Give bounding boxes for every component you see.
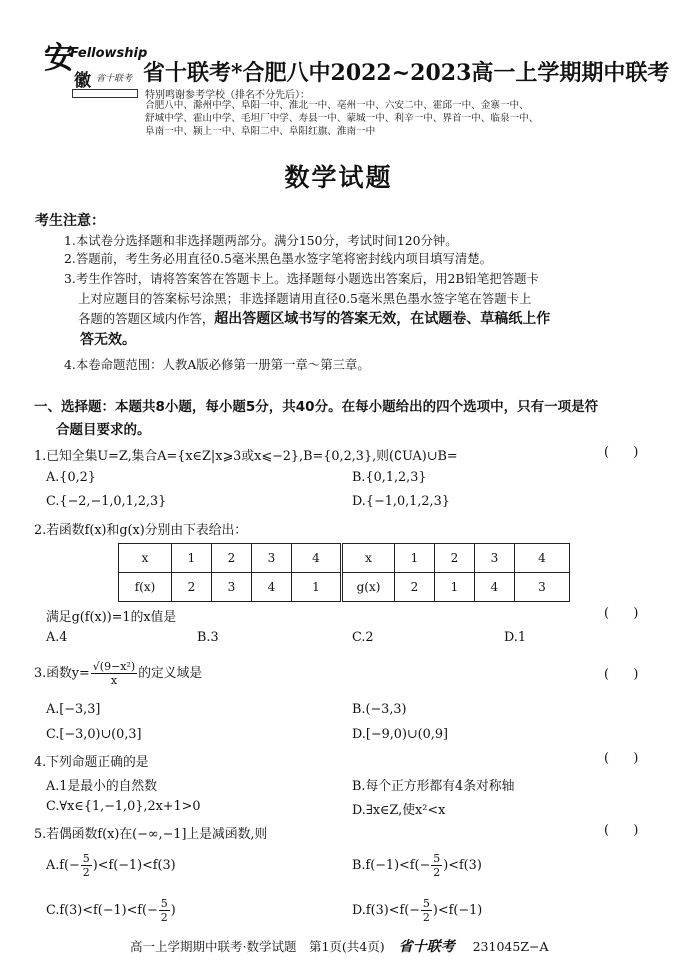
table-g-cell: 4 — [515, 544, 570, 573]
table-g-cell: g(x) — [343, 573, 395, 602]
frac-den: 2 — [160, 911, 168, 924]
q1-option-b: B.{0,1,2,3} — [352, 470, 427, 485]
q4-option-a: A.1是最小的自然数 — [46, 779, 158, 794]
q2-option-b: B.3 — [197, 630, 219, 645]
q4-stem: 4.下列命题正确的是 — [34, 755, 149, 770]
logo — [44, 41, 148, 104]
q5-option-c — [46, 897, 176, 924]
footer-text: 高一上学期期中联考·数学试题 第1页(共4页) — [130, 939, 385, 954]
q5-c-pre: C.f(3)<f(−1)<f(− — [46, 903, 158, 918]
school-line: 合肥八中、滁州中学、阜阳一中、淮北一中、亳州一中、六安二中、霍邱一中、金寨一中、 — [145, 100, 529, 111]
table-f-cell: 3 — [252, 544, 292, 573]
school-list — [145, 100, 640, 138]
frac-num: 5 — [82, 852, 90, 865]
frac-num: 5 — [422, 897, 430, 910]
logo-big-char: 安 — [44, 41, 74, 76]
q3-option-c: C.[−3,0)∪(0,3] — [46, 727, 142, 742]
q2-option-c: C.2 — [352, 630, 374, 645]
frac-den: 2 — [422, 911, 430, 924]
q5-option-d — [352, 897, 482, 924]
notice-item-4: 4.本卷命题范围：人教A版必修第一册第一章～第三章。 — [64, 357, 370, 372]
q1-option-c: C.{−2,−1,0,1,2,3} — [46, 494, 167, 509]
q3-stem — [34, 660, 202, 687]
q5-b-pre: B.f(−1)<f(− — [352, 858, 431, 873]
table-f-cell: 2 — [212, 544, 252, 573]
table-g-cell: 3 — [515, 573, 570, 602]
q3-option-b: B.(−3,3) — [352, 702, 407, 717]
q5-option-b — [352, 852, 482, 879]
q3-stem-suffix: 的定义域是 — [138, 666, 203, 681]
table-f-cell: 4 — [252, 573, 292, 602]
q4-option-b: B.每个正方形都有4条对称轴 — [352, 779, 515, 794]
notice-normal-text: 各题的答题区域内作答， — [78, 311, 215, 326]
table-g-cell: 1 — [435, 573, 475, 602]
q5-d-fraction — [421, 897, 432, 924]
q4-option-c: C.∀x∈{1,−1,0},2x+1>0 — [46, 799, 201, 814]
q5-c-post: ) — [170, 903, 176, 918]
q1-option-d: D.{−1,0,1,2,3} — [352, 494, 450, 509]
notice-heading: 考生注意： — [35, 213, 105, 229]
notice-bold-text: 超出答题区域书写的答案无效，在试题卷、草稿纸上作 — [214, 311, 551, 327]
footer-brand: 省十联考 — [398, 939, 455, 955]
section-1-heading — [34, 396, 649, 442]
section-1-line1: 一、选择题：本题共8小题，每小题5分，共40分。在每小题给出的四个选项中，只有一项是符 — [34, 399, 599, 415]
notice-item-2: 2.答题前，考生务必用直径0.5毫米黑色墨水签字笔将密封线内项目填写清楚。 — [64, 251, 493, 266]
page-footer — [130, 936, 549, 956]
frac-den: 2 — [433, 866, 441, 879]
exam-title: 省十联考*合肥八中2022~2023高一上学期期中联考 — [143, 60, 670, 86]
table-f-cell: 3 — [212, 573, 252, 602]
table-g-cell: 3 — [475, 544, 515, 573]
notice-item-1: 1.本试卷分选择题和非选择题两部分。满分150分，考试时间120分钟。 — [64, 233, 458, 248]
q5-option-a — [46, 852, 176, 879]
table-g-cell: x — [343, 544, 395, 573]
q5-answer-paren: ( ) — [604, 823, 639, 838]
q5-a-pre: A.f(− — [46, 858, 80, 873]
q3-answer-paren: ( ) — [604, 667, 639, 682]
subject-title: 数学试题 — [284, 163, 393, 192]
logo-bar — [72, 89, 138, 98]
table-g-cell: 2 — [435, 544, 475, 573]
q2-stem: 2.若函数f(x)和g(x)分别由下表给出： — [34, 523, 248, 538]
q5-c-fraction — [159, 897, 170, 924]
thanks-line: 特别鸣谢参考学校（排名不分先后）： — [145, 90, 310, 101]
q3-frac-den: x — [110, 674, 118, 687]
q2-answer-paren: ( ) — [604, 606, 639, 621]
q5-b-fraction — [431, 852, 442, 879]
table-f-cell: 4 — [292, 544, 341, 573]
q1-answer-paren: ( ) — [604, 445, 639, 460]
notice-item-3-line2: 上对应题目的答案标号涂黑；非选择题请用直径0.5毫米黑色墨水签字笔在答题卡上 — [78, 291, 532, 306]
q3-fraction — [91, 660, 137, 687]
q5-a-post: )<f(−1)<f(3) — [92, 858, 176, 873]
school-line: 舒城中学、霍山中学、毛坦厂中学、寿县一中、蒙城一中、利辛一中、界首一中、临泉一中、 — [145, 112, 539, 124]
logo-sub-text: 省十联考 — [96, 74, 133, 84]
q3-option-a: A.[−3,3] — [46, 702, 101, 717]
table-f-cell: f(x) — [119, 573, 172, 602]
logo-hui-char: 徽 — [74, 71, 91, 91]
q5-a-fraction — [81, 852, 92, 879]
table-g-cell: 1 — [395, 544, 435, 573]
table-f-cell: 1 — [172, 544, 212, 573]
q2-option-d: D.1 — [504, 630, 527, 645]
notice-item-3-line1: 3.考生作答时，请将答案答在答题卡上。选择题每小题选出答案后，用2B铅笔把答题卡 — [64, 271, 539, 286]
q5-d-post: )<f(−1) — [432, 903, 483, 918]
q4-answer-paren: ( ) — [604, 751, 639, 766]
q2-ask: 满足g(f(x))=1的x值是 — [46, 610, 177, 625]
frac-num: 5 — [433, 852, 441, 865]
q1-stem: 1.已知全集U=Z,集合A={x∈Z|x⩾3或x⩽−2},B={0,2,3},则(∁UA)∪B= — [34, 449, 458, 464]
q3-option-d: D.[−9,0)∪(0,9] — [352, 727, 448, 742]
q5-b-post: )<f(3) — [443, 858, 482, 873]
table-f — [118, 543, 341, 602]
table-g-cell: 4 — [475, 573, 515, 602]
table-f-cell: 2 — [172, 573, 212, 602]
q3-frac-num: √(9−x²) — [92, 660, 136, 673]
frac-den: 2 — [82, 866, 90, 879]
notice-item-3-line4: 答无效。 — [80, 332, 136, 348]
footer-code: 231045Z−A — [472, 939, 549, 954]
logo-english: Fellowship — [70, 46, 148, 61]
table-f-cell: x — [119, 544, 172, 573]
table-f-cell: 1 — [292, 573, 341, 602]
q5-stem: 5.若偶函数f(x)在(−∞,−1]上是减函数,则 — [34, 827, 268, 842]
q3-stem-prefix: 3.函数y= — [34, 666, 90, 681]
q2-option-a: A.4 — [46, 630, 68, 645]
notice-item-3-line3 — [78, 310, 550, 328]
q5-d-pre: D.f(3)<f(− — [352, 903, 420, 918]
table-g-cell: 2 — [395, 573, 435, 602]
q4-option-d: D.∃x∈Z,使x²<x — [352, 803, 446, 818]
table-g — [342, 543, 570, 602]
school-line: 阜南一中、颍上一中、阜阳二中、阜阳红旗、淮南一中 — [145, 125, 376, 137]
section-1-line2: 合题目要求的。 — [56, 422, 151, 438]
frac-num: 5 — [160, 897, 168, 910]
q1-option-a: A.{0,2} — [46, 470, 96, 485]
